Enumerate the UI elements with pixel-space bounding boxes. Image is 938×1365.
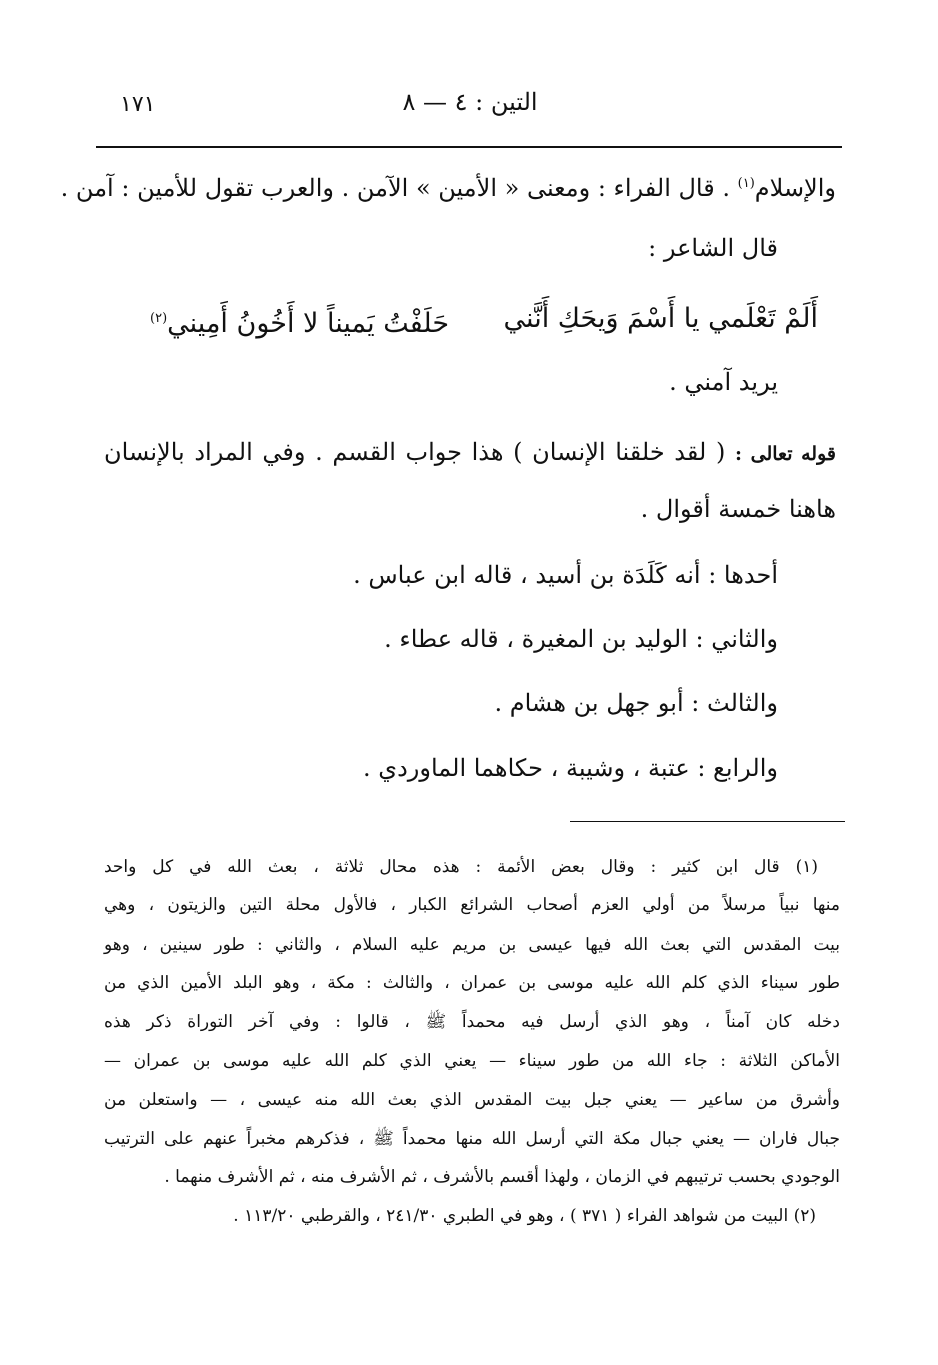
running-title: التين : ٤ — ٨	[402, 88, 538, 116]
poet-intro: قال الشاعر :	[648, 234, 778, 262]
verse-hemistich-1: أَلَمْ تَعْلَمي يا أَسْمَ وَيحَكِ أَنَّني	[503, 303, 818, 334]
footnote-line: دخله كان آمناً ، وهو الذي أرسل فيه محمداً ﷺ ، قالوا : وفي آخر التوراة ذكر هذه	[104, 1012, 840, 1032]
footnote-ref-2: (٢)	[150, 311, 168, 326]
body-line-5	[104, 432, 836, 474]
footnote-ref-1: (١)	[737, 176, 755, 191]
footnote-line: بيت المقدس التي بعث الله فيها عيسى بن مريم عليه السلام ، والثاني : طور سينين ، وهو	[104, 935, 840, 955]
footnote-line: الوجودي بحسب ترتيبهم في الزمان ، ولهذا أقسم بالأشرف ، ثم الأشرف منه ، ثم الأشرف منهما .	[164, 1167, 840, 1187]
list-item: والثاني : الوليد بن المغيرة ، قاله عطاء .	[384, 625, 778, 653]
text-segment: ( لقد خلقنا الإنسان ) هذا جواب القسم . وفي المراد بالإنسان	[104, 438, 726, 466]
footnote-line: جبال فاران — يعني جبال مكة التي أرسل الله منها محمداً ﷺ ، فذكرهم مخبراً عنهم على الترتيب	[104, 1129, 840, 1149]
list-item: أحدها : أنه كَلَدَة بن أسيد ، قاله ابن عباس .	[353, 561, 778, 589]
verse-hemistich-2-wrap	[150, 294, 449, 349]
footnote-rule	[570, 821, 845, 822]
footnote-line: الأماكن الثلاثة : جاء الله من طور سيناء — يعني الذي كلم الله عليه موسى بن عمران —	[104, 1051, 840, 1071]
footnote-line: (١) قال ابن كثير : وقال بعض الأئمة : هذه محال ثلاثة ، بعث الله في كل واحد	[104, 857, 818, 877]
footnote-line: وأشرق من ساعير — يعني جبل بيت المقدس الذي بعث الله منه عيسى ، — واستعلن من	[104, 1090, 840, 1110]
poem-verse	[150, 294, 818, 344]
footnote-line: منها نبياً مرسلاً من أولي العزم أصحاب الشرائع الكبار ، فالأول محلة التين والزيتون ، وهي	[104, 895, 840, 915]
body-line-6: هاهنا خمسة أقوال .	[640, 495, 836, 523]
footnote-line: (٢) البيت من شواهد الفراء ( ٣٧١ ) ، وهو في الطبري ٢٤١/٣٠ ، والقرطبي ١١٣/٢٠ .	[233, 1206, 816, 1226]
header-rule	[96, 146, 842, 148]
footnote-line: طور سيناء الذي كلم الله عليه موسى بن عمران ، والثالث : مكة ، وهو البلد الأمين الذي من	[104, 973, 840, 993]
page-number: ١٧١	[120, 92, 156, 117]
list-item: والثالث : أبو جهل بن هشام .	[494, 689, 778, 717]
body-line-4: يريد آمني .	[669, 368, 778, 396]
page-header	[100, 88, 840, 128]
verse-hemistich-2: حَلَفْتُ يَميناً لا أَخُونُ أَمِيني	[167, 308, 450, 339]
quote-lead: قوله تعالى :	[735, 443, 836, 465]
body-line-1	[60, 164, 836, 208]
text-segment: والإسلام	[754, 174, 836, 202]
text-segment: . قال الفراء : ومعنى « الأمين » الآمن . والعرب تقول للأمين : آمن .	[60, 174, 730, 202]
list-item: والرابع : عتبة ، وشيبة ، حكاهما الماوردي .	[363, 754, 778, 782]
